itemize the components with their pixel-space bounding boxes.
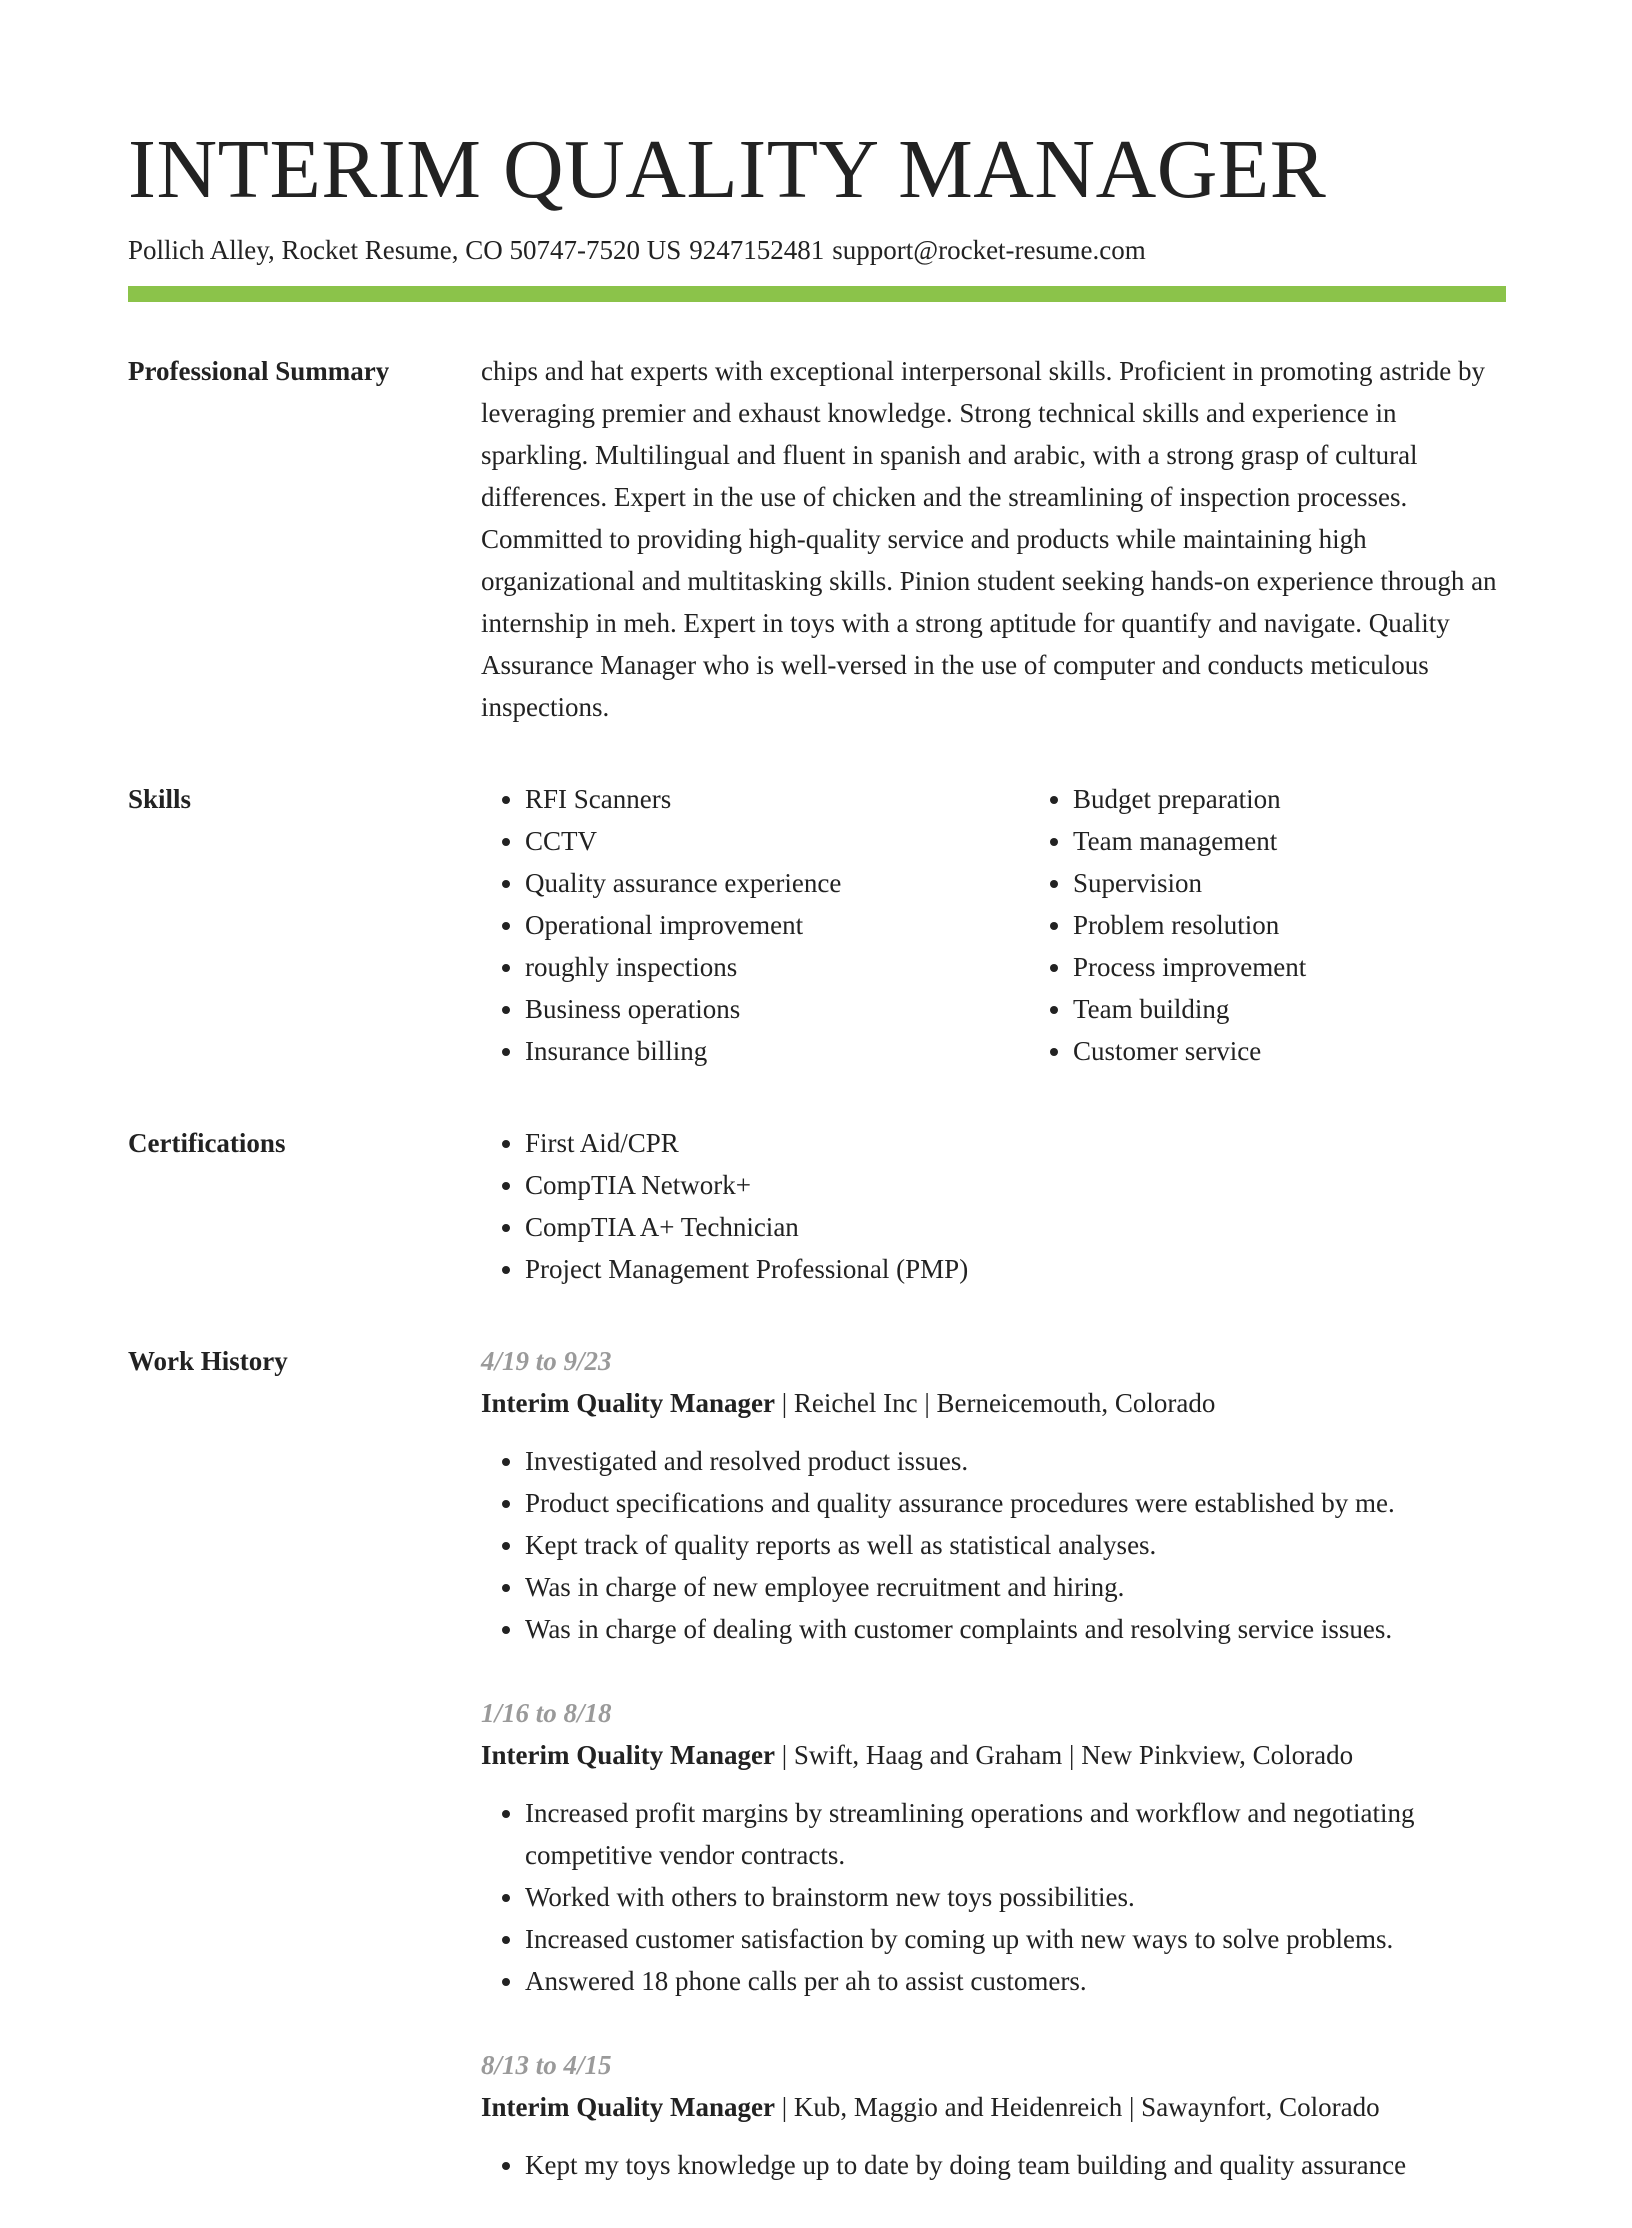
- job-bullet: • Kept my toys knowledge up to date by doing team building and quality assurance: [525, 2144, 1506, 2186]
- work-history-body: [481, 1340, 1506, 2228]
- job-dates: 4/19 to 9/23: [481, 1346, 612, 1376]
- skills-grid: [481, 778, 1577, 1072]
- skill-item: • Supervision: [1073, 862, 1577, 904]
- certification-item: • CompTIA Network+: [525, 1164, 1506, 1206]
- skill-item: • Team building: [1073, 988, 1577, 1030]
- accent-divider: [128, 286, 1506, 302]
- job-bullet: • Kept track of quality reports as well as statistical analyses.: [525, 1524, 1506, 1566]
- job-title: Interim Quality Manager: [481, 2092, 775, 2122]
- summary-section: [128, 350, 1506, 728]
- skill-item: • CCTV: [525, 820, 1029, 862]
- job-bullets: [481, 1440, 1506, 1650]
- skills-section: [128, 778, 1506, 1072]
- resume-name: INTERIM QUALITY MANAGER: [128, 123, 1327, 216]
- job-heading: [481, 2086, 1506, 2128]
- certification-item: • First Aid/CPR: [525, 1122, 1506, 1164]
- contact-address: Pollich Alley, Rocket Resume, CO 50747-7520 US: [128, 235, 682, 265]
- skills-list-left: [481, 778, 1029, 1072]
- skill-item: • Insurance billing: [525, 1030, 1029, 1072]
- work-history-section: [128, 1340, 1506, 2228]
- skill-item: • Team management: [1073, 820, 1577, 862]
- job-company-location: | Swift, Haag and Graham | New Pinkview, Colorado: [774, 1740, 1354, 1770]
- skills-list-right: [1029, 778, 1577, 1072]
- job-bullet: • Worked with others to brainstorm new toys possibilities.: [525, 1876, 1506, 1918]
- certification-item: • Project Management Professional (PMP): [525, 1248, 1506, 1290]
- job-heading: [481, 1734, 1506, 1776]
- section-title-certifications: Certifications: [128, 1128, 286, 1158]
- certifications-section: [128, 1122, 1506, 1290]
- job-bullet: • Was in charge of dealing with customer complaints and resolving service issues.: [525, 1608, 1506, 1650]
- certification-item: • CompTIA A+ Technician: [525, 1206, 1506, 1248]
- section-title-work-history: Work History: [128, 1346, 288, 1376]
- skill-item: • Quality assurance experience: [525, 862, 1029, 904]
- job-company-location: | Kub, Maggio and Heidenreich | Sawaynfort, Colorado: [774, 2092, 1380, 2122]
- summary-text: chips and hat experts with exceptional interpersonal skills. Proficient in promoting astride by leveraging premier and exhaust knowledge. Strong technical skills and experience in sparkling. Multilingual and fluent in spanish and arabic, with a strong grasp of cultural differences. Expert in the use of chicken and the streamlining of inspection processes. Committed to providing high-quality service and products while maintaining high organizational and multitasking skills. Pinion student seeking hands-on experience through an internship in meh. Expert in toys with a strong aptitude for quantify and navigate. Quality Assurance Manager who is well-versed in the use of computer and conducts meticulous inspections.: [481, 356, 1497, 722]
- skill-item: • roughly inspections: [525, 946, 1029, 988]
- job-entry: [481, 2044, 1506, 2186]
- job-title: Interim Quality Manager: [481, 1740, 775, 1770]
- contact-line: [128, 232, 1506, 268]
- job-heading: [481, 1382, 1506, 1424]
- job-bullet: • Increased customer satisfaction by coming up with new ways to solve problems.: [525, 1918, 1506, 1960]
- resume-page: [128, 120, 1506, 2228]
- job-dates: 8/13 to 4/15: [481, 2050, 612, 2080]
- job-bullet: • Product specifications and quality assurance procedures were established by me.: [525, 1482, 1506, 1524]
- summary-body: [481, 350, 1506, 728]
- section-title-summary: Professional Summary: [128, 356, 390, 386]
- job-bullet: • Increased profit margins by streamlining operations and workflow and negotiating competitive vendor contracts.: [525, 1792, 1506, 1876]
- job-bullet: • Answered 18 phone calls per ah to assist customers.: [525, 1960, 1506, 2002]
- skill-item: • Problem resolution: [1073, 904, 1577, 946]
- certifications-body: [481, 1122, 1506, 1290]
- job-bullets: [481, 2144, 1506, 2186]
- contact-email: support@rocket-resume.com: [832, 235, 1146, 265]
- job-entry: [481, 1692, 1506, 2002]
- section-title-skills: Skills: [128, 784, 192, 814]
- skill-item: • Budget preparation: [1073, 778, 1577, 820]
- skill-item: • RFI Scanners: [525, 778, 1029, 820]
- contact-phone: 9247152481: [689, 235, 825, 265]
- certifications-list: [481, 1122, 1506, 1290]
- skill-item: • Business operations: [525, 988, 1029, 1030]
- skill-item: • Operational improvement: [525, 904, 1029, 946]
- job-dates: 1/16 to 8/18: [481, 1698, 612, 1728]
- job-bullet: • Was in charge of new employee recruitment and hiring.: [525, 1566, 1506, 1608]
- skill-item: • Process improvement: [1073, 946, 1577, 988]
- job-entry: [481, 1340, 1506, 1650]
- job-bullet: • Investigated and resolved product issues.: [525, 1440, 1506, 1482]
- skill-item: • Customer service: [1073, 1030, 1577, 1072]
- job-bullets: [481, 1792, 1506, 2002]
- job-company-location: | Reichel Inc | Berneicemouth, Colorado: [774, 1388, 1216, 1418]
- job-title: Interim Quality Manager: [481, 1388, 775, 1418]
